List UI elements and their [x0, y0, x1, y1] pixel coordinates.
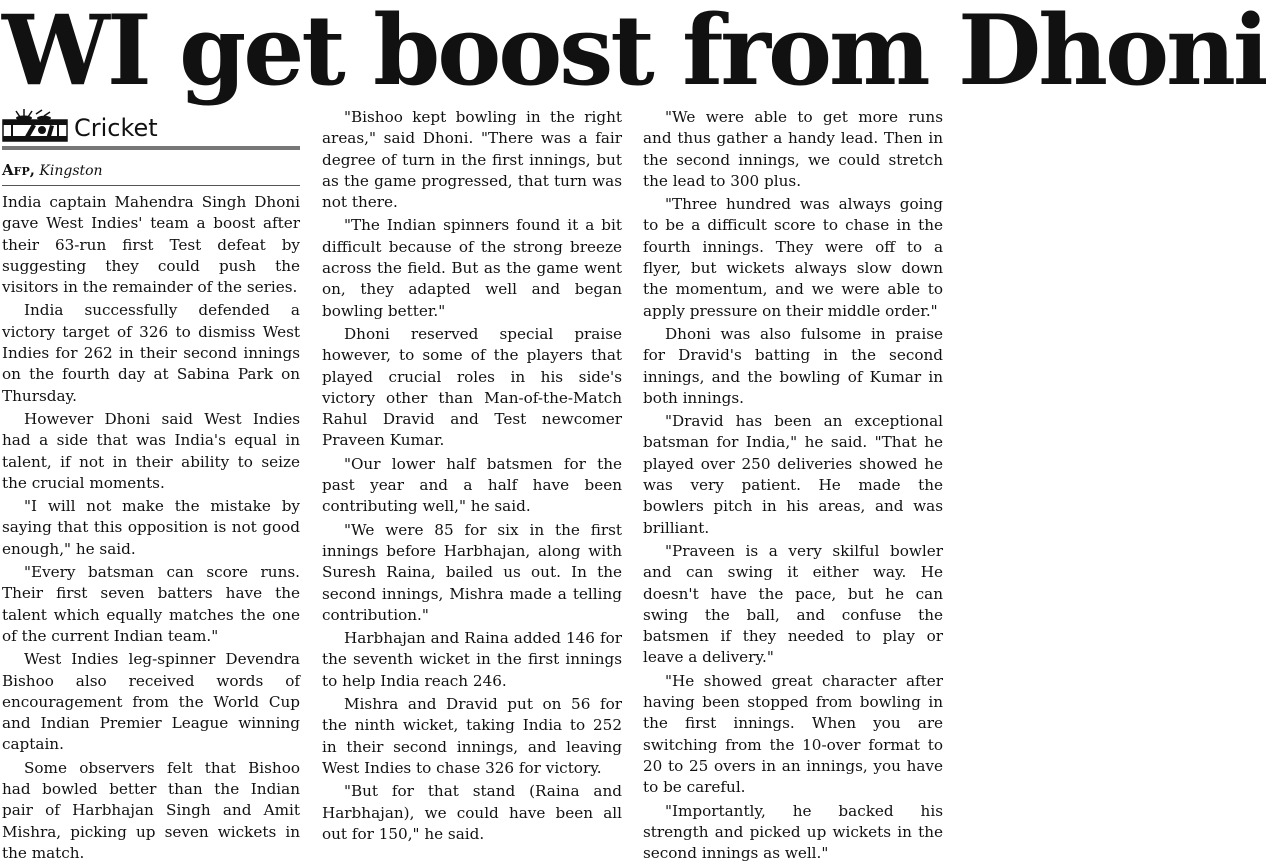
column-2: [322, 107, 622, 810]
cricket-banner-icon: [2, 108, 68, 142]
paragraph: "We were 85 for six in the first innings before Harbhajan, along with Suresh Raina, bailed us out. In the second innings, Mishra made a telling contribution.": [322, 520, 622, 626]
paragraph: West Indies leg-spinner Devendra Bishoo also received words of encouragement from the World Cup and Indian Premier League winning captain.: [2, 649, 300, 755]
paragraph: India successfully defended a victory target of 326 to dismiss West Indies for 262 in their second innings on the fourth day at Sabina Park on Thursday.: [2, 300, 300, 406]
paragraph: "Bishoo kept bowling in the right areas," said Dhoni. "There was a fair degree of turn in the first innings, but as the game progressed, that turn was not there.: [322, 107, 622, 213]
paragraph: "Importantly, he backed his strength and picked up wickets in the second innings as well.": [643, 801, 943, 864]
paragraph: "Every batsman can score runs. Their first seven batters have the talent which equally matches the one of the current Indian team.": [2, 562, 300, 647]
byline-place: Kingston: [39, 163, 102, 179]
paragraph: "I will not make the mistake by saying that this opposition is not good enough," he said.: [2, 496, 300, 560]
byline: [2, 160, 300, 186]
paragraph: Dhoni was also fulsome in praise for Dravid's batting in the second innings, and the bowling of Kumar in both innings.: [643, 324, 943, 409]
paragraph: Dhoni reserved special praise however, to some of the players that played crucial roles in his side's victory other than Man-of-the-Match Rahul Dravid and Test newcomer Praveen Kumar.: [322, 324, 622, 452]
paragraph: Harbhajan and Raina added 146 for the seventh wicket in the first innings to help India reach 246.: [322, 628, 622, 692]
paragraph: Some observers felt that Bishoo had bowled better than the Indian pair of Harbhajan Singh and Amit Mishra, picking up seven wickets in the match.: [2, 758, 300, 864]
paragraph: "We were able to get more runs and thus gather a handy lead. Then in the second innings, we could stretch the lead to 300 plus.: [643, 107, 943, 192]
paragraph: India captain Mahendra Singh Dhoni gave West Indies' team a boost after their 63-run first Test defeat by suggesting they could push the visitors in the remainder of the series.: [2, 192, 300, 298]
paragraph: However Dhoni said West Indies had a side that was India's equal in talent, if not in their ability to seize the crucial moments.: [2, 409, 300, 494]
byline-agency: Afp,: [2, 161, 35, 179]
paragraph: "Dravid has been an exceptional batsman for India," he said. "That he played over 250 deliveries showed he was very patient. He made the bowlers pitch in his areas, and was brilliant.: [643, 411, 943, 539]
paragraph: "He showed great character after having been stopped from bowling in the first innings. When you are switching from the 10-over format to 20 to 25 overs in an innings, you have to be careful.: [643, 671, 943, 799]
section-label: Cricket: [74, 114, 158, 142]
paragraph: "Three hundred was always going to be a difficult score to chase in the fourth innings. They were off to a flyer, but wickets always slow down the momentum, and we were able to apply pressure on their middle order.": [643, 194, 943, 322]
section-header: [2, 106, 300, 150]
paragraph: Mishra and Dravid put on 56 for the ninth wicket, taking India to 252 in their second innings, and leaving West Indies to chase 326 for victory.: [322, 694, 622, 779]
column-1: [2, 106, 300, 810]
paragraph: "Our lower half batsmen for the past year and a half have been contributing well," he said.: [322, 454, 622, 518]
headline: WI get boost from Dhoni: [2, 0, 947, 106]
paragraph: "The Indian spinners found it a bit difficult because of the strong breeze across the field. But as the game went on, they adapted well and began bowling better.": [322, 215, 622, 321]
column-3: [643, 107, 943, 810]
paragraph: "But for that stand (Raina and Harbhajan), we could have been all out for 150," he said.: [322, 781, 622, 845]
paragraph: "Praveen is a very skilful bowler and can swing it either way. He doesn't have the pace, but he can swing the ball, and confuse the batsmen if they needed to play or leave a delivery.": [643, 541, 943, 669]
